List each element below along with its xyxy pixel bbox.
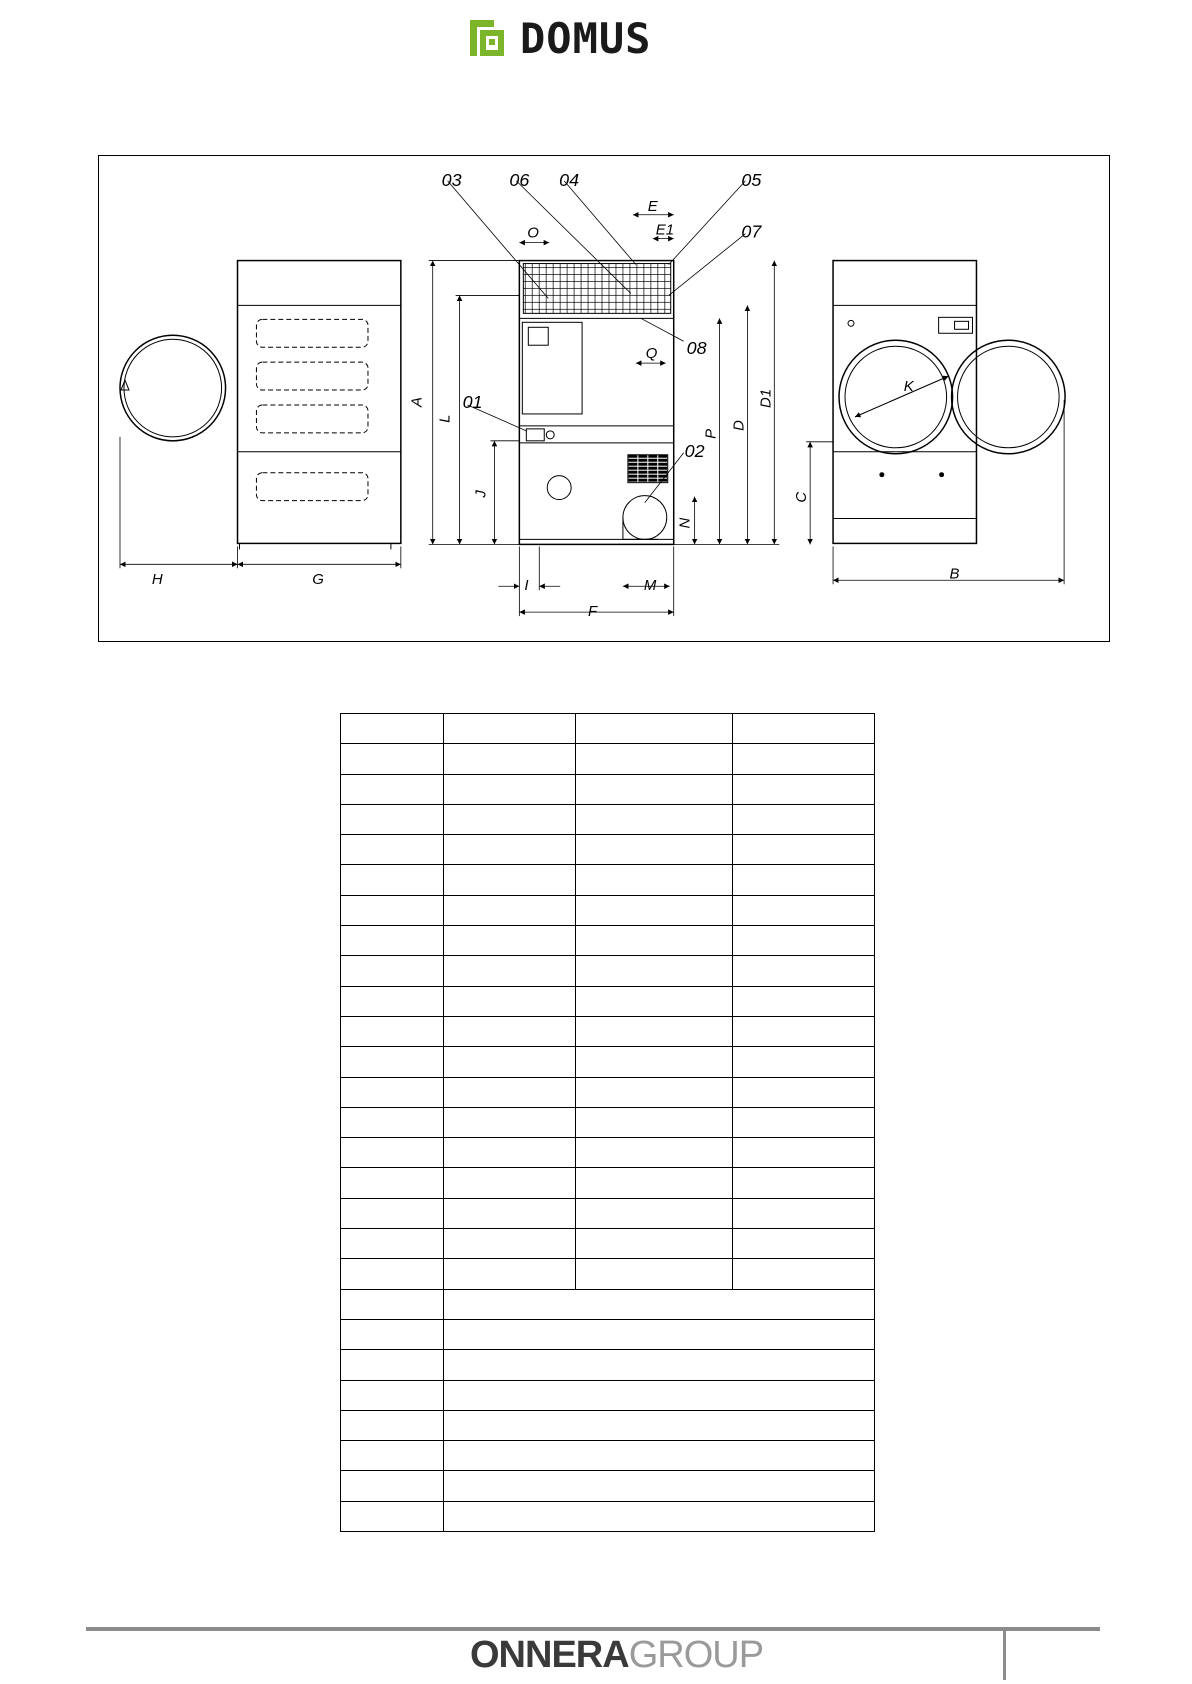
table-cell (444, 1168, 576, 1198)
table-row (341, 804, 875, 834)
table-cell (341, 895, 444, 925)
table-cell (733, 714, 875, 744)
table-row (341, 1077, 875, 1107)
table-cell (733, 774, 875, 804)
rear-view (519, 261, 673, 545)
table-cell (341, 1289, 444, 1319)
table-row (341, 1441, 875, 1471)
dim-label-d: D (730, 420, 748, 431)
table-cell (444, 744, 576, 774)
table-cell (341, 1077, 444, 1107)
onnera-logo-bold: ONNERA (470, 1634, 629, 1676)
dim-label-d1: D1 (757, 388, 775, 408)
table-row (341, 1471, 875, 1501)
table-row (341, 714, 875, 744)
dim-label-k: K (903, 378, 914, 396)
callout-04: 04 (559, 169, 580, 190)
table-cell (576, 774, 733, 804)
table-cell (341, 1441, 444, 1471)
callout-02: 02 (684, 440, 705, 461)
table-cell (444, 804, 576, 834)
footer-rule (86, 1627, 1100, 1631)
dim-label-e1: E1 (655, 221, 675, 239)
table-cell (576, 1198, 733, 1228)
callout-06: 06 (509, 169, 530, 190)
table-cell (444, 1501, 875, 1531)
group-logo-light: GROUP (628, 1634, 764, 1676)
dim-label-e: E (647, 197, 658, 215)
dim-label-q: Q (645, 345, 658, 363)
table-row (341, 835, 875, 865)
table-cell (341, 956, 444, 986)
table-cell (444, 1350, 875, 1380)
table-cell (733, 1077, 875, 1107)
table-cell (733, 1168, 875, 1198)
table-cell (733, 895, 875, 925)
table-cell (444, 956, 576, 986)
table-cell (733, 865, 875, 895)
table-row (341, 1168, 875, 1198)
table-cell (341, 804, 444, 834)
dim-label-o: O (527, 224, 539, 242)
table-cell (444, 1229, 576, 1259)
table-cell (444, 714, 576, 744)
table-cell (444, 1198, 576, 1228)
table-cell (444, 1289, 875, 1319)
dim-label-p: P (702, 428, 720, 439)
callout-08: 08 (686, 338, 707, 359)
table-row (341, 1259, 875, 1289)
table-cell (341, 1471, 444, 1501)
domus-logo (470, 14, 700, 64)
technical-drawing (98, 155, 1110, 642)
dim-label-a: A (408, 397, 426, 407)
table-cell (341, 774, 444, 804)
table-cell (576, 1107, 733, 1137)
table-cell (444, 1441, 875, 1471)
table-cell (733, 804, 875, 834)
table-row (341, 986, 875, 1016)
table-cell (444, 1410, 875, 1440)
table-row (341, 1198, 875, 1228)
table-cell (341, 1350, 444, 1380)
dryer-drawing-svg (99, 156, 1109, 641)
dimensions-table-body (341, 714, 875, 1532)
table-cell (341, 1319, 444, 1349)
dim-label-j: J (472, 490, 490, 498)
table-row (341, 1107, 875, 1137)
table-cell (444, 1107, 576, 1137)
table-cell (444, 865, 576, 895)
table-row (341, 1319, 875, 1349)
table-cell (733, 1107, 875, 1137)
table-cell (576, 1077, 733, 1107)
table-cell (444, 1077, 576, 1107)
table-cell (341, 1380, 444, 1410)
table-cell (576, 986, 733, 1016)
table-cell (576, 926, 733, 956)
table-cell (341, 714, 444, 744)
table-row (341, 744, 875, 774)
table-row (341, 1138, 875, 1168)
table-row (341, 1410, 875, 1440)
table-cell (341, 1047, 444, 1077)
table-cell (576, 1016, 733, 1046)
table-cell (576, 1138, 733, 1168)
domus-logo-icon (470, 20, 504, 56)
front-view (833, 261, 1065, 544)
side-view (120, 261, 401, 550)
table-cell (341, 1138, 444, 1168)
table-cell (733, 835, 875, 865)
table-cell (733, 956, 875, 986)
footer-page-divider (1003, 1628, 1006, 1680)
table-cell (341, 1229, 444, 1259)
table-cell (576, 804, 733, 834)
table-cell (341, 1259, 444, 1289)
table-cell (444, 926, 576, 956)
table-cell (733, 1198, 875, 1228)
table-cell (341, 1168, 444, 1198)
onnera-group-logo (470, 1632, 763, 1678)
table-cell (341, 835, 444, 865)
callout-05: 05 (741, 169, 762, 190)
callout-03: 03 (441, 169, 462, 190)
table-cell (341, 865, 444, 895)
table-row (341, 895, 875, 925)
table-cell (733, 1229, 875, 1259)
table-row (341, 1047, 875, 1077)
table-cell (576, 744, 733, 774)
table-cell (576, 1047, 733, 1077)
table-cell (341, 926, 444, 956)
table-cell (444, 774, 576, 804)
table-row (341, 1501, 875, 1531)
table-cell (733, 926, 875, 956)
callout-07: 07 (741, 221, 762, 242)
table-cell (576, 956, 733, 986)
table-cell (444, 895, 576, 925)
domus-logo-text: DOMUS (520, 14, 652, 63)
table-cell (444, 1471, 875, 1501)
table-row (341, 1380, 875, 1410)
table-cell (576, 895, 733, 925)
dim-label-c: C (793, 491, 811, 503)
table-row (341, 774, 875, 804)
table-row (341, 1229, 875, 1259)
table-cell (576, 1259, 733, 1289)
table-row (341, 1289, 875, 1319)
callout-01: 01 (462, 391, 483, 412)
table-cell (444, 1259, 576, 1289)
table-cell (576, 865, 733, 895)
dim-label-b: B (949, 565, 960, 583)
dim-label-i: I (524, 577, 529, 595)
table-cell (341, 986, 444, 1016)
table-cell (444, 835, 576, 865)
dim-label-m: M (643, 577, 657, 595)
table-cell (341, 744, 444, 774)
dim-label-f: F (588, 603, 598, 621)
table-cell (733, 1259, 875, 1289)
table-cell (733, 1138, 875, 1168)
table-cell (444, 1319, 875, 1349)
dim-label-l: L (436, 414, 454, 423)
table-cell (733, 744, 875, 774)
dim-label-n: N (676, 517, 694, 529)
table-cell (341, 1107, 444, 1137)
table-row (341, 865, 875, 895)
table-cell (576, 835, 733, 865)
table-cell (341, 1410, 444, 1440)
table-row (341, 926, 875, 956)
dim-label-h: H (151, 571, 163, 589)
table-cell (733, 986, 875, 1016)
table-cell (341, 1016, 444, 1046)
dimensions-table (340, 713, 875, 1532)
table-cell (444, 1047, 576, 1077)
table-row (341, 1350, 875, 1380)
table-cell (576, 1168, 733, 1198)
table-cell (444, 1138, 576, 1168)
table-cell (733, 1016, 875, 1046)
table-cell (733, 1047, 875, 1077)
table-row (341, 956, 875, 986)
table-cell (576, 1229, 733, 1259)
table-cell (576, 714, 733, 744)
table-row (341, 1016, 875, 1046)
dim-label-g: G (312, 571, 324, 589)
table-cell (444, 1380, 875, 1410)
table-cell (444, 1016, 576, 1046)
table-cell (341, 1198, 444, 1228)
table-cell (444, 986, 576, 1016)
table-cell (341, 1501, 444, 1531)
